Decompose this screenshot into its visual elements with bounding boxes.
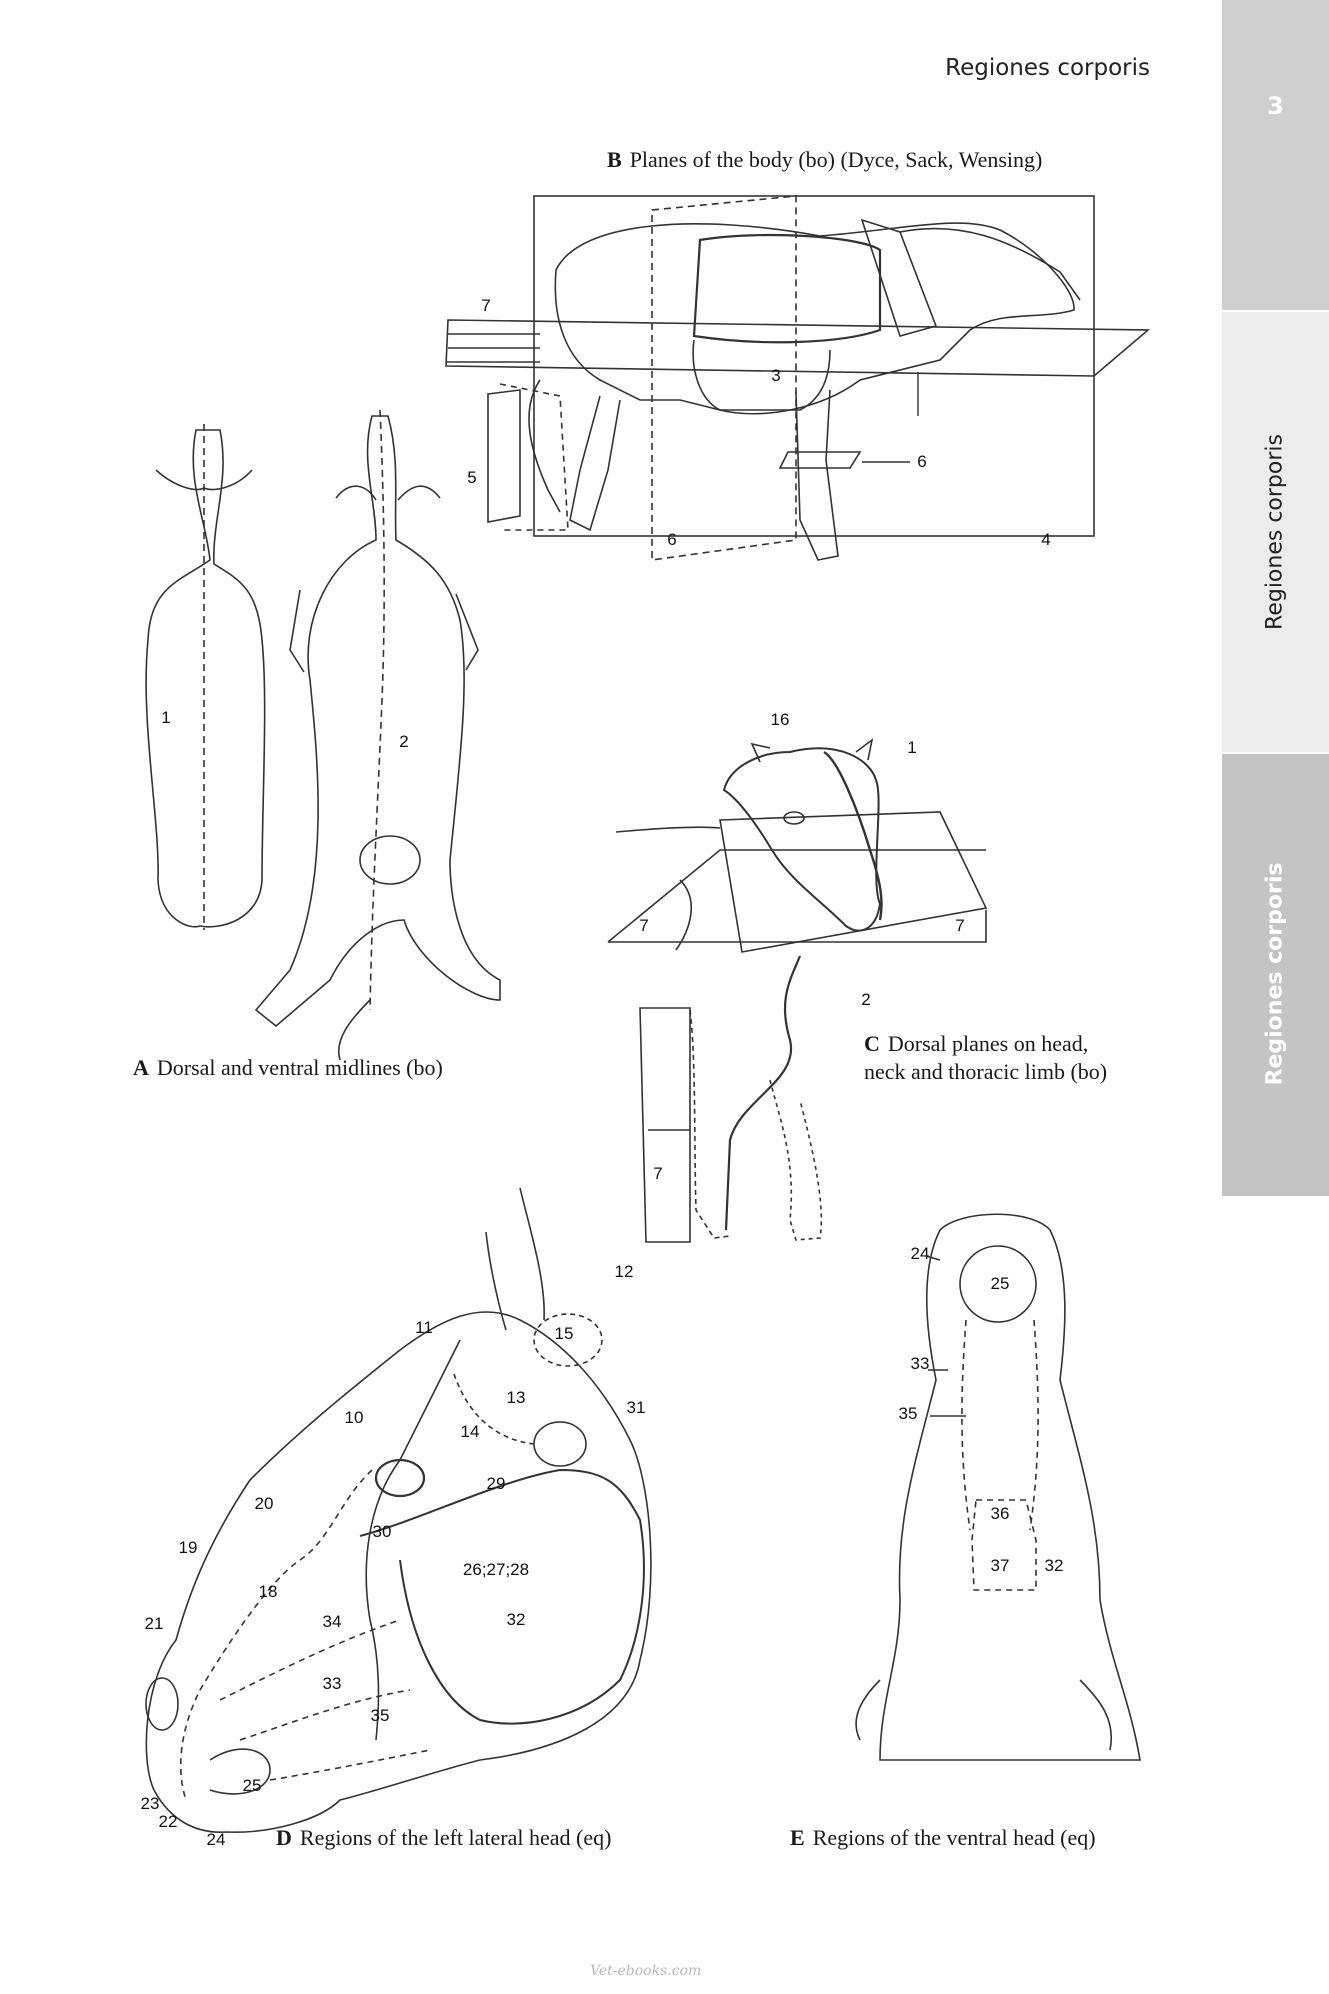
figure-e-label: 36 (990, 1504, 1010, 1523)
figure-d-label: 15 (554, 1324, 574, 1343)
figure-c-label: 16 (770, 710, 790, 729)
figure-c-label: 7 (653, 1164, 663, 1183)
figure-b-label: 6 (917, 452, 927, 471)
figure-a-caption (133, 1054, 443, 1082)
figure-c-caption-line1: Dorsal planes on head, (887, 1031, 1089, 1056)
figure-d-label: 34 (322, 1612, 342, 1631)
figure-e-label: 37 (990, 1556, 1010, 1575)
figure-d-label: 23 (140, 1794, 160, 1813)
figure-d-label: 21 (144, 1614, 164, 1633)
figure-d-label: 35 (370, 1706, 390, 1725)
figure-d-label: 24 (206, 1830, 226, 1849)
figure-d-label: 26;27;28 (462, 1560, 530, 1579)
chapter-number-tab (1222, 0, 1329, 310)
figure-c-label: 7 (955, 916, 965, 935)
section-tab (1222, 312, 1329, 752)
figure-d-drawing (146, 1188, 651, 1832)
figure-a-letter: A (133, 1055, 149, 1080)
figure-b-label: 6 (667, 530, 677, 549)
figure-d-label: 20 (254, 1494, 274, 1513)
figure-c-label: 7 (639, 916, 649, 935)
figure-b-caption-text: Planes of the body (bo) (Dyce, Sack, Wensing) (629, 147, 1043, 172)
figure-d-label: 18 (258, 1582, 278, 1601)
figure-b-label: 4 (1041, 530, 1051, 549)
figure-c-label: 2 (861, 990, 871, 1009)
figure-d-label: 25 (242, 1776, 262, 1795)
section-tab-active (1222, 754, 1329, 1196)
figure-d-label: 10 (344, 1408, 364, 1427)
figure-b-label: 3 (771, 366, 781, 385)
figure-e-caption-text: Regions of the ventral head (eq) (812, 1825, 1096, 1850)
figure-d-label: 11 (415, 1318, 433, 1337)
figure-c-caption (864, 1030, 1107, 1086)
footer-watermark: Vet-ebooks.com (590, 1963, 702, 1979)
figure-b-label: 5 (467, 468, 477, 487)
figure-a-caption-text: Dorsal and ventral midlines (bo) (156, 1055, 443, 1080)
figure-b-caption (607, 146, 1042, 174)
figure-e-caption (790, 1824, 1096, 1852)
figure-d-label: 19 (178, 1538, 198, 1557)
figure-d-label: 14 (460, 1422, 480, 1441)
figure-d-label: 22 (158, 1812, 178, 1831)
figure-d-label: 31 (626, 1398, 646, 1417)
figure-a-label: 1 (161, 708, 171, 727)
figure-d-label: 32 (506, 1610, 526, 1629)
figure-c-letter: C (864, 1031, 880, 1056)
figure-a-label: 2 (399, 732, 409, 751)
figure-d-caption (276, 1824, 611, 1852)
figure-e-label: 33 (910, 1354, 930, 1373)
figure-b-letter: B (607, 147, 622, 172)
chapter-side-tabs (1222, 0, 1329, 1994)
figure-c-caption-line2: neck and thoracic limb (bo) (864, 1059, 1108, 1084)
section-tab-label: Regiones corporis (1262, 434, 1288, 630)
section-tab-active-label: Regiones corporis (1262, 862, 1288, 1086)
figure-e-label: 24 (910, 1244, 930, 1263)
figure-b-label: 7 (481, 296, 491, 315)
figure-a-drawing (146, 410, 500, 1060)
figure-d-label: 29 (486, 1474, 506, 1493)
figure-d-label: 33 (322, 1674, 342, 1693)
figure-d-letter: D (276, 1825, 292, 1850)
figure-e-drawing (856, 1214, 1140, 1760)
figure-c-drawing (608, 740, 986, 1242)
chapter-number: 3 (1267, 92, 1284, 120)
figure-d-label: 30 (372, 1522, 392, 1541)
figure-e-label: 32 (1044, 1556, 1064, 1575)
figure-c-label: 1 (907, 738, 917, 757)
figure-e-label: 35 (898, 1404, 918, 1423)
figure-b-drawing (446, 196, 1148, 560)
running-header-title: Regiones corporis (945, 55, 1150, 81)
figure-d-label: 13 (506, 1388, 526, 1407)
figure-e-letter: E (790, 1825, 805, 1850)
figure-e-label: 25 (990, 1274, 1010, 1293)
figure-d-caption-text: Regions of the left lateral head (eq) (299, 1825, 612, 1850)
figure-d-label: 12 (614, 1262, 634, 1281)
